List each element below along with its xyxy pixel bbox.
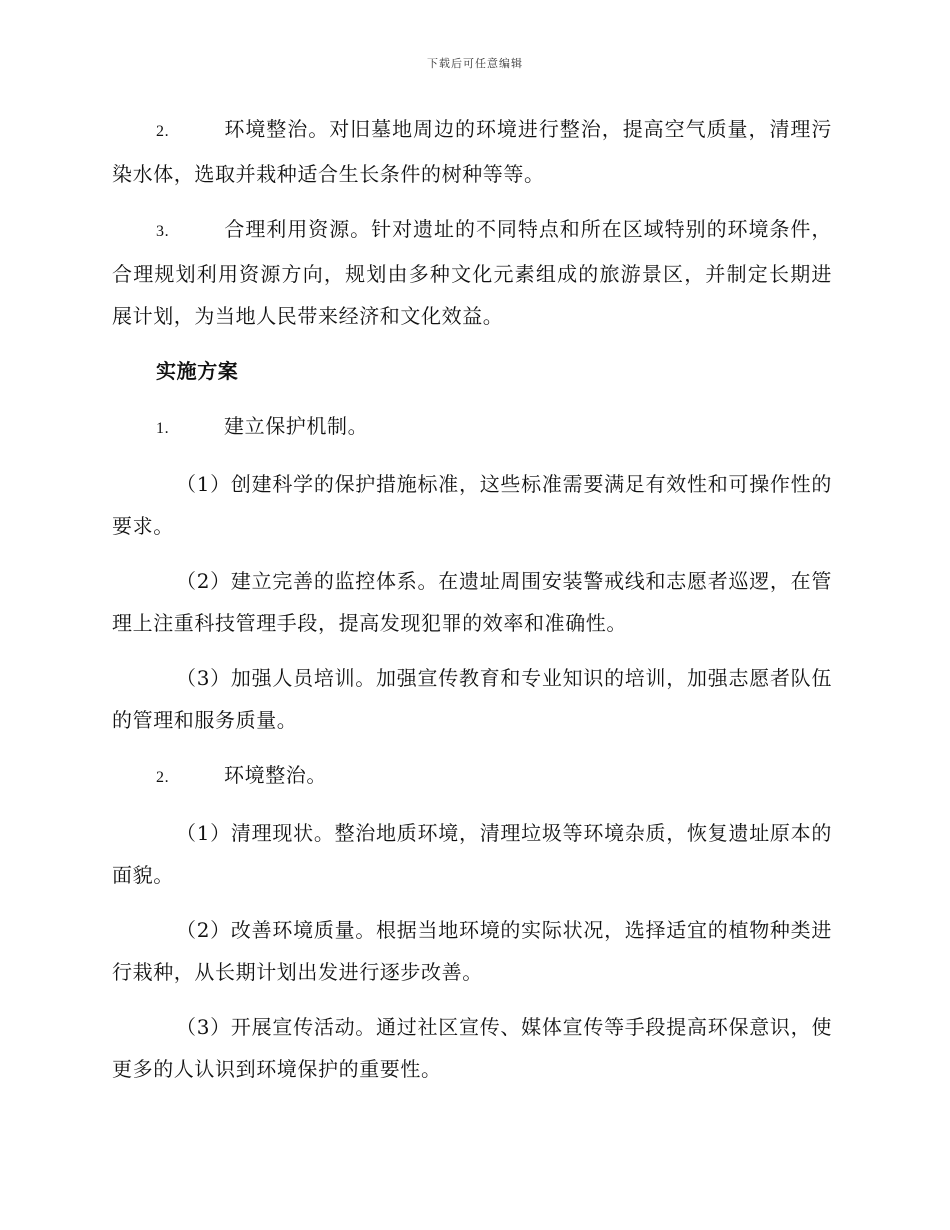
sub-paragraph: （2）建立完善的监控体系。在遗址周围安装警戒线和志愿者巡逻，在管理上注重科技管理手段，提高发现犯罪的效率和准确性。: [112, 569, 832, 635]
item-number: 3.: [156, 223, 170, 240]
paragraph-text: 合理利用资源。针对遗址的不同特点和所在区域特别的环境条件，合理规划利用资源方向，规划由多种文化元素组成的旅游景区，并制定长期进展计划，为当地人民带来经济和文化效益。: [112, 217, 832, 328]
section-heading: 实施方案: [156, 359, 239, 383]
item-number: 2.: [156, 769, 170, 786]
item-number: 1.: [156, 420, 170, 437]
sub-paragraph: （3）加强人员培训。加强宣传教育和专业知识的培训，加强志愿者队伍的管理和服务质量。: [112, 666, 832, 732]
sub-paragraph: （1）清理现状。整治地质环境，清理垃圾等环境杂质，恢复遗址原本的面貌。: [112, 821, 832, 887]
numbered-paragraph: [112, 754, 832, 799]
sub-paragraph: （2）改善环境质量。根据当地环境的实际状况，选择适宜的植物种类进行栽种，从长期计划出发进行逐步改善。: [112, 918, 832, 984]
sub-paragraph: （1）创建科学的保护措施标准，这些标准需要满足有效性和可操作性的要求。: [112, 472, 832, 538]
page-header: 下载后可任意编辑: [427, 57, 523, 70]
item-number: 2.: [156, 123, 170, 140]
paragraph-text: 环境整治。对旧墓地周边的环境进行整治，提高空气质量，清理污染水体，选取并栽种适合生长条件的树种等等。: [112, 117, 832, 186]
numbered-paragraph: [112, 208, 832, 337]
numbered-paragraph: [112, 405, 832, 450]
numbered-paragraph: [112, 108, 832, 195]
paragraph-text: 环境整治。: [224, 763, 327, 787]
document-body: [112, 108, 832, 1103]
paragraph-text: 建立保护机制。: [224, 414, 369, 438]
sub-paragraph: （3）开展宣传活动。通过社区宣传、媒体宣传等手段提高环保意识，使更多的人认识到环境保护的重要性。: [112, 1015, 832, 1081]
